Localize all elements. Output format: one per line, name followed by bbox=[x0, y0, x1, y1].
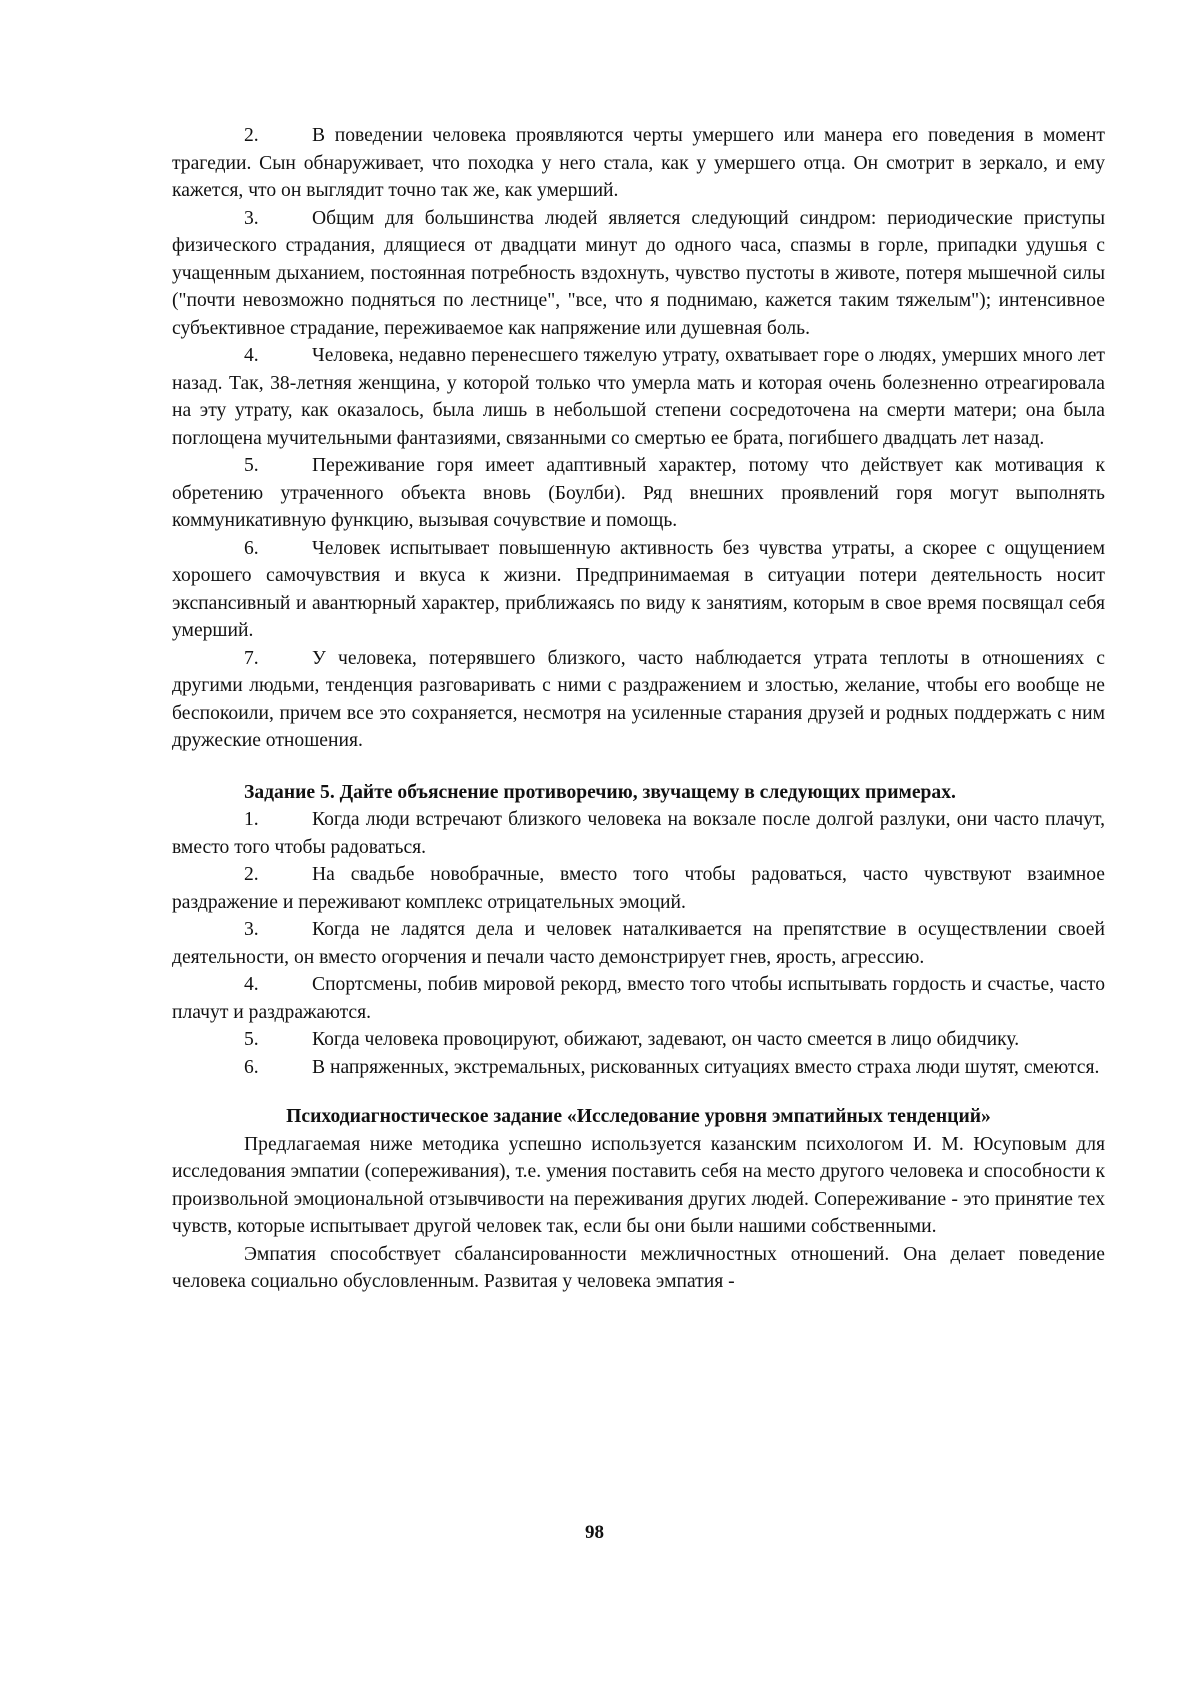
item-number: 2. bbox=[244, 864, 259, 885]
item-number: 2. bbox=[244, 125, 259, 146]
item-number: 6. bbox=[244, 1056, 259, 1078]
list-item bbox=[172, 452, 1105, 535]
item-number: 7. bbox=[244, 647, 259, 669]
page-body bbox=[172, 122, 1105, 1296]
item-number: 5. bbox=[244, 455, 259, 476]
item-text: Человека, недавно перенесшего тяжелую утрату, охватывает горе о людях, умерших много лет назад. Так, 38-летняя женщина, у которой только что умерла мать и которая очень болезненно отреагировала на эту утрату, как оказалось, была лишь в небольшой степени сосредоточена на смерти матери; она была поглощена мучительными фантазиями, связанными со смертью ее брата, погибшего двадцать лет назад. bbox=[172, 345, 1105, 449]
list-item bbox=[172, 645, 1105, 755]
page-number: 98 bbox=[585, 1522, 604, 1543]
list-item bbox=[172, 861, 1105, 916]
list-item bbox=[172, 806, 1105, 861]
list-item bbox=[172, 342, 1105, 452]
task-label: Задание 5 bbox=[244, 781, 330, 803]
item-text: Переживание горя имеет адаптивный характер, потому что действует как мотивация к обретению утраченного объекта вновь (Боулби). Ряд внешних проявлений горя могут выполнять коммуникативную функцию, вызывая сочувствие и помощь. bbox=[172, 455, 1105, 531]
item-text: Общим для большинства людей является следующий синдром: периодические приступы физического страдания, длящиеся от двадцати минут до одного часа, спазмы в горле, припадки удушья с учащенным дыханием, постоянная потребность вздохнуть, чувство пустоты в животе, потеря мышечной силы ("почти невозможно подняться по лестнице", "все, что я поднимаю, кажется таким тяжелым"); интенсивное субъективное страдание, переживаемое как напряжение или душевная боль. bbox=[172, 207, 1105, 339]
item-number: 3. bbox=[244, 207, 259, 229]
section-title: Психодиагностическое задание «Исследование уровня эмпатийных тенденций» bbox=[286, 1106, 991, 1127]
item-text: Когда человека провоцируют, обижают, задевают, он часто смеется в лицо обидчику. bbox=[312, 1029, 1020, 1050]
paragraph: Предлагаемая ниже методика успешно используется казанским психологом И. М. Юсуповым для исследования эмпатии (сопереживания), т.е. умения поставить себя на место другого человека и способности к произвольной эмоциональной отзывчивости на переживания других людей. Сопереживание - это принятие тех чувств, которые испытывает другой человек так, если бы они были нашими собственными. bbox=[172, 1133, 1105, 1237]
list-item bbox=[172, 1054, 1105, 1082]
item-number: 6. bbox=[244, 537, 259, 559]
paragraph: Эмпатия способствует сбалансированности межличностных отношений. Она делает поведение человека социально обусловленным. Развитая у человека эмпатия - bbox=[172, 1243, 1105, 1292]
task-instruction: . Дайте объяснение противоречию, звучащему в следующих примерах. bbox=[329, 781, 956, 803]
item-number: 1. bbox=[244, 809, 259, 830]
item-number: 4. bbox=[244, 345, 259, 366]
item-number: 4. bbox=[244, 974, 259, 995]
list-item bbox=[172, 205, 1105, 343]
spacer bbox=[172, 755, 1105, 779]
task-heading bbox=[172, 779, 1105, 807]
item-text: Когда люди встречают близкого человека на вокзале после долгой разлуки, они часто плачут, вместо того чтобы радоваться. bbox=[172, 809, 1105, 858]
list-item bbox=[172, 916, 1105, 971]
list-item bbox=[172, 122, 1105, 205]
item-text: В поведении человека проявляются черты умершего или манера его поведения в момент трагедии. Сын обнаруживает, что походка у него стала, как у умершего отца. Он смотрит в зеркало, и ему кажется, что он выглядит точно так же, как умерший. bbox=[172, 125, 1105, 201]
list-item bbox=[172, 971, 1105, 1026]
item-text: Когда не ладятся дела и человек наталкивается на препятствие в осуществлении своей деятельности, он вместо огорчения и печали часто демонстрирует гнев, ярость, агрессию. bbox=[172, 919, 1105, 968]
item-text: На свадьбе новобрачные, вместо того чтобы радоваться, часто чувствуют взаимное раздражение и переживают комплекс отрицательных эмоций. bbox=[172, 864, 1105, 913]
item-text: У человека, потерявшего близкого, часто наблюдается утрата теплоты в отношениях с другими людьми, тенденция разговаривать с ними с раздражением и злостью, желание, чтобы его вообще не беспокоили, причем все это сохраняется, несмотря на усиленные старания друзей и родных поддержать с ним дружеские отношения. bbox=[172, 647, 1105, 751]
list-item bbox=[172, 1026, 1105, 1054]
item-number: 5. bbox=[244, 1029, 259, 1050]
item-number: 3. bbox=[244, 919, 259, 940]
spacer bbox=[172, 1081, 1105, 1103]
item-text: Человек испытывает повышенную активность без чувства утраты, а скорее с ощущением хорошего самочувствия и вкуса к жизни. Предпринимаемая в ситуации потери деятельность носит экспансивный и авантюрный характер, приближаясь по виду к занятиям, которым в свое время посвящал себя умерший. bbox=[172, 537, 1105, 641]
list-item bbox=[172, 535, 1105, 645]
item-text: Спортсмены, побив мировой рекорд, вместо того чтобы испытывать гордость и счастье, часто плачут и раздражаются. bbox=[172, 974, 1105, 1023]
item-text: В напряженных, экстремальных, рискованных ситуациях вместо страха люди шутят, смеются. bbox=[312, 1056, 1100, 1078]
